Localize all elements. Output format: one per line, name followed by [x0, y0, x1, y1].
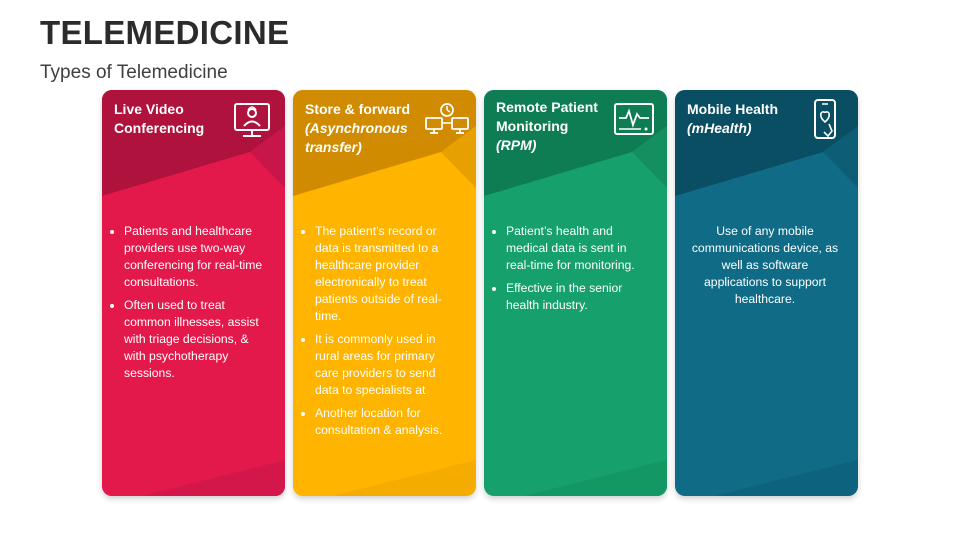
- card-body: [492, 223, 650, 320]
- page-title: TELEMEDICINE: [40, 14, 290, 51]
- card-bullet: • Another location for consultation & analysis.: [315, 405, 459, 439]
- card-text: Use of any mobile communications device, as well as software applications to support healthcare.: [691, 224, 839, 306]
- card-bullet: • Effective in the senior health industry.: [506, 280, 650, 314]
- card-mobile-health: [675, 90, 858, 496]
- card-title-block: [496, 98, 616, 155]
- card-title: Mobile Health: [687, 101, 779, 117]
- page-subtitle: Types of Telemedicine: [40, 62, 228, 83]
- card-bullet: • Patients and healthcare providers use two-way conferencing for real-time consultations.: [124, 223, 268, 291]
- card-bullet: • It is commonly used in rural areas for primary care providers to send data to specialists at: [315, 331, 459, 399]
- video-conference-icon: [229, 98, 275, 142]
- card-bullet: • Patient’s health and medical data is sent in real-time for monitoring.: [506, 223, 650, 274]
- card-bullet: • Often used to treat common illnesses, assist with triage decisions, & with psychotherapy sessions.: [124, 297, 268, 382]
- card-subtitle: (RPM): [496, 137, 537, 153]
- card-remote-monitoring: [484, 90, 667, 496]
- heart-monitor-icon: [611, 98, 657, 142]
- card-store-forward: [293, 90, 476, 496]
- card-body: [685, 223, 845, 308]
- card-subtitle: (Asynchronous transfer): [305, 120, 408, 155]
- card-title-block: [305, 100, 425, 157]
- card-subtitle: (mHealth): [687, 120, 752, 136]
- card-title-block: [114, 100, 234, 138]
- card-title: Remote Patient Monitoring: [496, 99, 598, 134]
- card-title: Live Video Conferencing: [114, 101, 205, 136]
- card-body: [301, 223, 459, 445]
- card-title: Store & forward: [305, 101, 411, 117]
- card-bullet: • The patient’s record or data is transmitted to a healthcare provider electronically to treat patients outside of real-time.: [315, 223, 459, 325]
- store-forward-icon: [422, 100, 472, 144]
- card-body: [110, 223, 268, 388]
- mobile-health-icon: [802, 98, 848, 142]
- card-live-video: [102, 90, 285, 496]
- card-title-block: [687, 100, 807, 138]
